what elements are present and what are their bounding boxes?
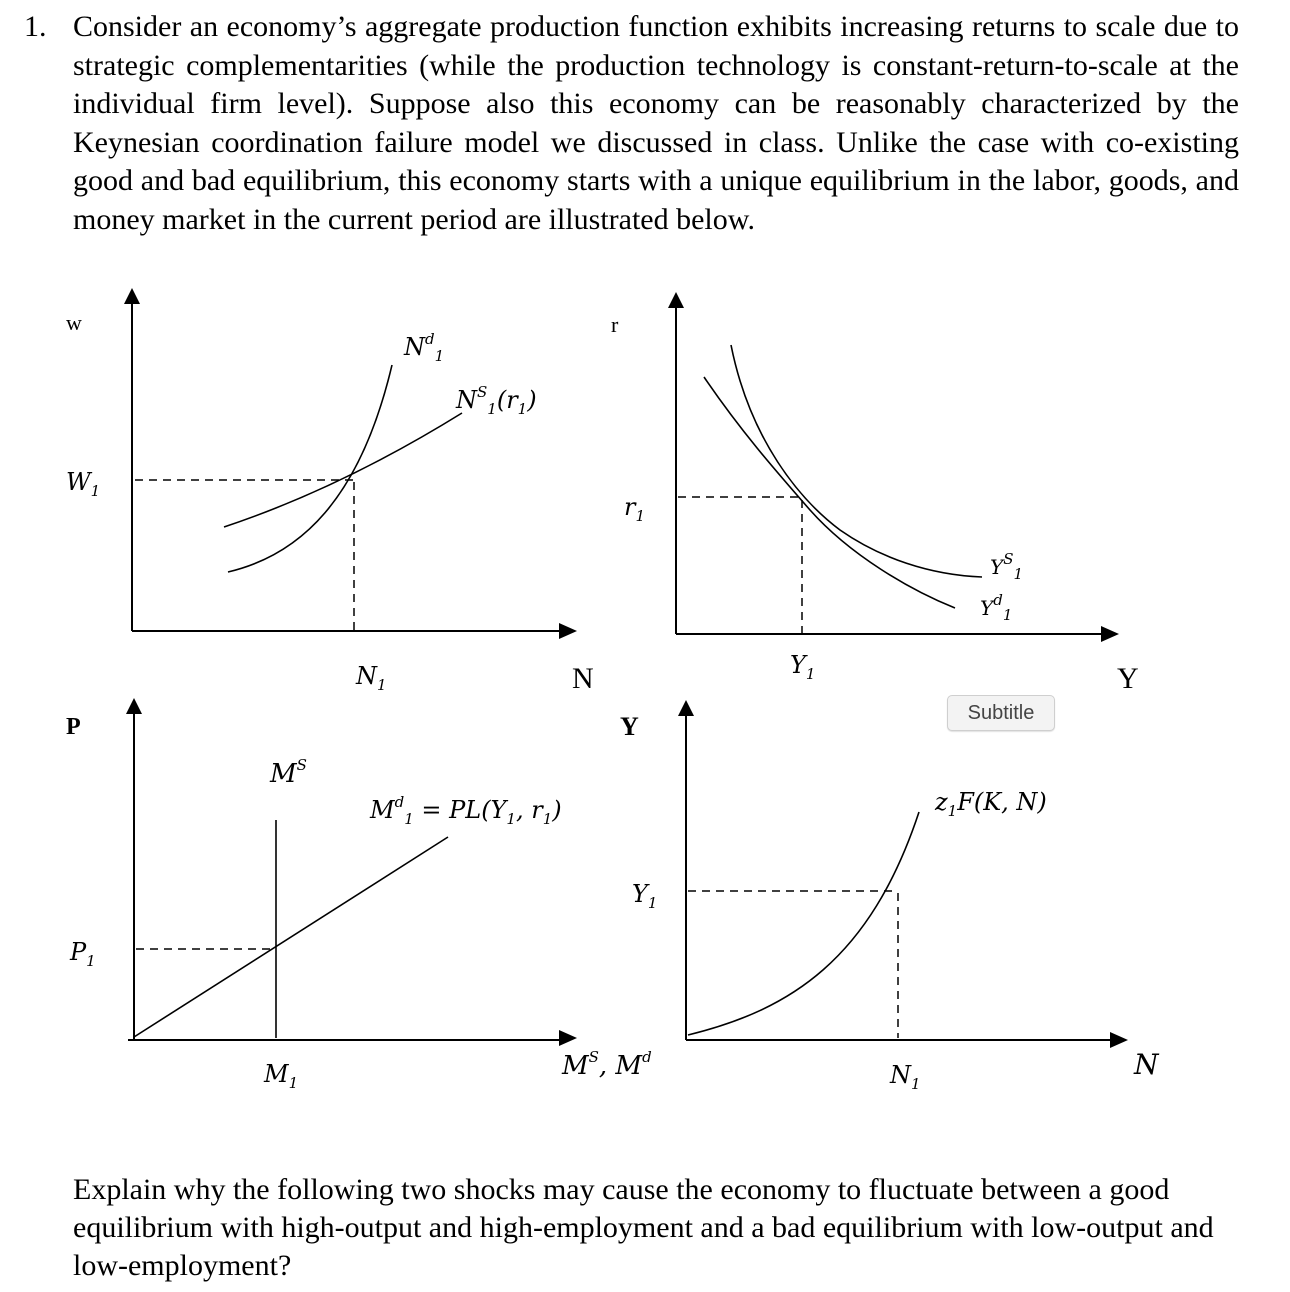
labor-n1-label: $N_1$: [356, 662, 387, 694]
money-demand-line: [134, 837, 448, 1037]
production-curve: [688, 812, 919, 1035]
production-x-axis-label: N: [1134, 1048, 1159, 1081]
money-y-axis-label: P: [66, 714, 81, 740]
production-y1-label: $Y_1$: [632, 880, 658, 912]
goods-y-axis-arrow: [668, 292, 684, 308]
question-number: 1.: [24, 10, 47, 43]
subtitle-button[interactable]: Subtitle: [947, 695, 1055, 731]
money-m1-label: $M_1$: [264, 1060, 299, 1092]
goods-demand-label: $Y^d_1$: [980, 591, 1013, 624]
labor-demand-curve: [228, 365, 392, 572]
goods-y1-label: $Y_1$: [790, 651, 816, 683]
labor-x-axis-label: N: [572, 662, 594, 695]
money-supply-label: $M^S$: [270, 756, 307, 789]
production-curve-label: $z_1F(K$, N): [935, 788, 1047, 820]
production-n1-label: $N_1$: [890, 1061, 921, 1093]
question-prompt-text: Explain why the following two shocks may cause the economy to fluctuate between a good equilibrium with high-output and high-employment and a bad equilibrium with low-output and low-employment?: [73, 1173, 1214, 1282]
goods-supply-label: $Y^S_1$: [990, 550, 1024, 583]
money-x-axis-arrow: [559, 1030, 577, 1046]
labor-y-axis-arrow: [124, 288, 140, 304]
money-y-axis-arrow: [126, 698, 142, 714]
question-intro-text: Consider an economy’s aggregate production function exhibits increasing returns to scale due to strategic complementarities (while the production technology is constant-return-to-scale at the individual firm level). Suppose also this economy can be reasonably characterized by the Keynesian coordination failure model we discussed in class. Unlike the case with co-existing good and bad equilibrium, this economy starts with a unique equilibrium in the labor, goods, and money market in the current period are illustrated below.: [73, 10, 1239, 236]
goods-y-axis-label: r: [611, 312, 619, 337]
money-p1-label: $P_1$: [70, 938, 96, 970]
goods-x-axis-arrow: [1101, 626, 1119, 642]
goods-demand-curve: [704, 377, 955, 608]
production-y-axis-arrow: [678, 700, 694, 716]
labor-supply-label: $N^S_1(r_1)$: [456, 383, 537, 418]
labor-demand-label: $N^d_1$: [404, 330, 445, 365]
money-x-axis-label: $M^S$, $M^d$: [562, 1048, 652, 1081]
goods-r1-label: $r_1$: [624, 493, 646, 525]
goods-x-axis-label: Y: [1117, 662, 1139, 695]
production-x-axis-arrow: [1110, 1032, 1128, 1048]
labor-y-axis-label: w: [66, 310, 82, 335]
labor-w1-label: $W_1$: [66, 468, 101, 500]
labor-x-axis-arrow: [559, 623, 577, 639]
labor-supply-curve: [224, 413, 462, 527]
production-y-axis-label: Y: [620, 712, 639, 741]
money-demand-label: $M^d_1 = PL(Y_1$, $r_1$): [370, 793, 562, 828]
